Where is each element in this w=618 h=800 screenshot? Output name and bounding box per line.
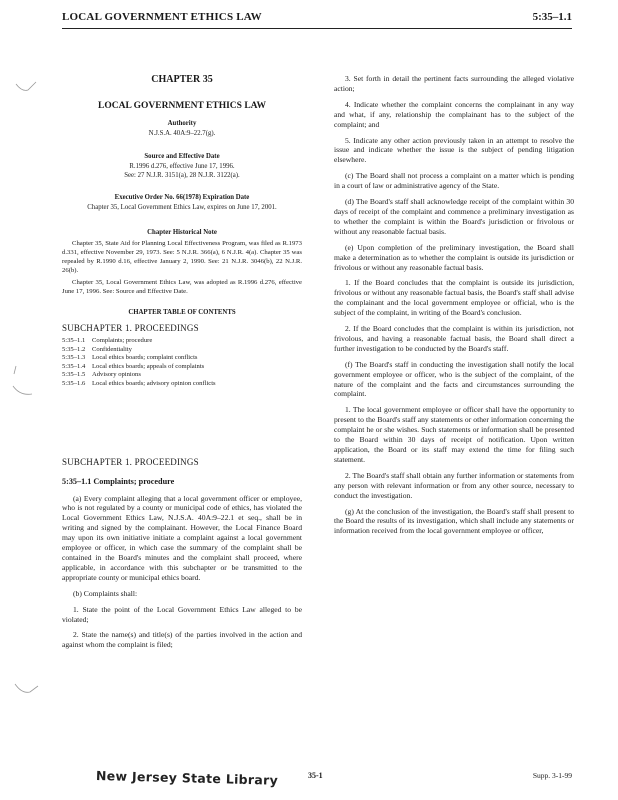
source-line-2: See: 27 N.J.R. 3151(a), 28 N.J.R. 3122(a). bbox=[124, 171, 240, 179]
authority-text: N.J.S.A. 40A:9–22.7(g). bbox=[148, 130, 216, 137]
body-paragraph: 2. State the name(s) and title(s) of the parties involved in the action and against whom the complaint is filed; bbox=[62, 630, 302, 650]
body-paragraph: 1. The local government employee or officer shall have the opportunity to present to the Board's staff any statements or other information concerning the complaint he or she wishes. Such statements or information shall be presented to the Board within 30 days of receipt of notification. Upon written application, the Board or its staff may extend the time for filing such statement. bbox=[334, 405, 574, 464]
chapter-title: LOCAL GOVERNMENT ETHICS LAW bbox=[98, 101, 266, 111]
running-head-section: 5:35–1.1 bbox=[532, 11, 572, 23]
library-stamp: New Jersey State Library bbox=[95, 768, 279, 788]
body-paragraph: 1. If the Board concludes that the complaint is outside its jurisdiction, frivolous or without any reasonable factual basis, the Board's staff shall advise the complainant and the local government employee or official, who is the subject of the complaint, in writing of the Board's conclusion. bbox=[334, 278, 574, 318]
body-paragraph: 5. Indicate any other action previously taken in an attempt to resolve the issue and indicate whether the issue is the subject of pending litigation elsewhere. bbox=[334, 135, 574, 165]
body-paragraph: 3. Set forth in detail the pertinent facts surrounding the alleged violative action; bbox=[334, 74, 574, 93]
toc-entry-number: 5:35–1.2 bbox=[62, 345, 86, 353]
source-heading: Source and Effective Date bbox=[144, 152, 220, 160]
body-paragraph: 2. If the Board concludes that the complaint is within its jurisdiction, not frivolous, and having a reasonable factual basis, the Board shall direct a further investigation to be conducted by the Board's staff. bbox=[334, 324, 574, 353]
toc-entry bbox=[62, 380, 302, 389]
supplement-date: Supp. 3-1-99 bbox=[532, 771, 572, 780]
toc-entry-number: 5:35–1.6 bbox=[62, 379, 86, 387]
toc-entry bbox=[62, 346, 302, 355]
body-paragraph: (e) Upon completion of the preliminary investigation, the Board shall make a determination as to whether the complaint is outside its jurisdiction or frivolous or without any reasonable factual basis. bbox=[334, 242, 574, 272]
toc-entry-number: 5:35–1.4 bbox=[62, 362, 86, 370]
subchapter-heading: SUBCHAPTER 1. PROCEEDINGS bbox=[62, 456, 199, 467]
margin-mark-icon bbox=[14, 76, 40, 98]
body-paragraph: (f) The Board's staff in conducting the investigation shall notify the local government employee or officer, who is the subject of the complaint, of the nature of the complaint and the facts and circumstances surrounding the complaint. bbox=[334, 359, 574, 399]
toc-entry bbox=[62, 363, 302, 372]
history-heading: Chapter Historical Note bbox=[147, 229, 217, 237]
toc-entry-number: 5:35–1.1 bbox=[62, 336, 86, 344]
toc-subchapter-heading: SUBCHAPTER 1. PROCEEDINGS bbox=[62, 322, 199, 333]
chapter-number: CHAPTER 35 bbox=[151, 74, 213, 85]
toc-entry-title: Confidentiality bbox=[92, 345, 132, 353]
toc-entry bbox=[62, 337, 302, 346]
source-line-1: R.1996 d.276, effective June 17, 1996. bbox=[129, 162, 235, 170]
margin-mark-icon bbox=[12, 680, 42, 698]
body-paragraph: (d) The Board's staff shall acknowledge receipt of the complaint within 30 days of receipt of the complaint and commence a preliminary investigation as to whether the complaint is within the Board's jurisdiction or frivolous or without any reasonable factual basis. bbox=[334, 197, 574, 236]
toc-entry bbox=[62, 371, 302, 380]
history-paragraph-1: Chapter 35, State Aid for Planning Local Effectiveness Program, was filed as R.1973 d.331, effective November 29, 1973. See: 5 N.J.R. 366(a), 6 N.J.R. 4(a). Chapter 35 was repealed by R.1990 d.16, effective January 2, 1990. See: 21 N.J.R. 3046(b), 22 N.J.R. 26(b). bbox=[62, 240, 302, 274]
body-paragraph: (g) At the conclusion of the investigation, the Board's staff shall present to the Board the results of its investigation, which shall include any statements or information received from the local government employee or officer, bbox=[334, 506, 574, 536]
toc-entry-number: 5:35–1.3 bbox=[62, 354, 86, 362]
body-paragraph: 4. Indicate whether the complaint concerns the complainant in any way and what, if any, relationship the complainant has to the subject of the complaint; and bbox=[334, 99, 574, 129]
page-number: 35-1 bbox=[308, 771, 323, 780]
toc-heading: CHAPTER TABLE OF CONTENTS bbox=[128, 308, 236, 316]
section-heading: 5:35–1.1 Complaints; procedure bbox=[62, 476, 175, 486]
body-paragraph: (a) Every complaint alleging that a local government officer or employee, who is not regulated by a county or municipal code of ethics, has violated the Local Government Ethics Law, N.J.S.A. 40A:9–22.1 et seq., shall be in writing and signed by the complainant. However, the Local Finance Board may upon its own initiative initiate a complaint against a local government employee or officer, in which case the summary of the complaint shall be contained in the Board's minutes and the complaint shall proceed, where applicable, in accordance with this subchapter or be transmitted to the appropriate county or municipal ethics board. bbox=[62, 493, 302, 582]
toc-list bbox=[62, 337, 302, 389]
exec-order-text: Chapter 35, Local Government Ethics Law, expires on June 17, 2001. bbox=[87, 204, 277, 212]
toc-entry-title: Local ethics boards; complaint conflicts bbox=[92, 354, 198, 362]
right-column bbox=[334, 74, 574, 542]
authority-heading: Authority bbox=[167, 120, 197, 127]
margin-mark-icon bbox=[10, 364, 40, 404]
toc-entry-title: Local ethics boards; appeals of complaints bbox=[92, 362, 205, 370]
body-paragraph: (c) The Board shall not process a complaint on a matter which is pending in a court of law or administrative agency of the State. bbox=[334, 171, 574, 191]
page-footer bbox=[62, 768, 572, 790]
left-column bbox=[62, 74, 302, 656]
body-paragraph: 2. The Board's staff shall obtain any further information or statements from any person with relevant information or from any other source, necessary to conduct the investigation. bbox=[334, 470, 574, 500]
body-paragraph: (b) Complaints shall: bbox=[73, 588, 138, 598]
history-paragraph-2: Chapter 35, Local Government Ethics Law, was adopted as R.1996 d.276, effective June 17, 1996. See: Source and Effective Date. bbox=[62, 279, 302, 296]
toc-entry-title: Advisory opinions bbox=[92, 371, 141, 379]
running-head-title: LOCAL GOVERNMENT ETHICS LAW bbox=[62, 11, 262, 23]
running-head bbox=[62, 10, 572, 29]
toc-entry-title: Local ethics boards; advisory opinion conflicts bbox=[92, 379, 216, 387]
toc-entry-title: Complaints; procedure bbox=[92, 336, 153, 344]
toc-entry-number: 5:35–1.5 bbox=[62, 371, 86, 379]
exec-order-heading: Executive Order No. 66(1978) Expiration Date bbox=[114, 194, 250, 202]
toc-entry bbox=[62, 354, 302, 363]
body-paragraph: 1. State the point of the Local Government Ethics Law alleged to be violated; bbox=[62, 604, 302, 624]
